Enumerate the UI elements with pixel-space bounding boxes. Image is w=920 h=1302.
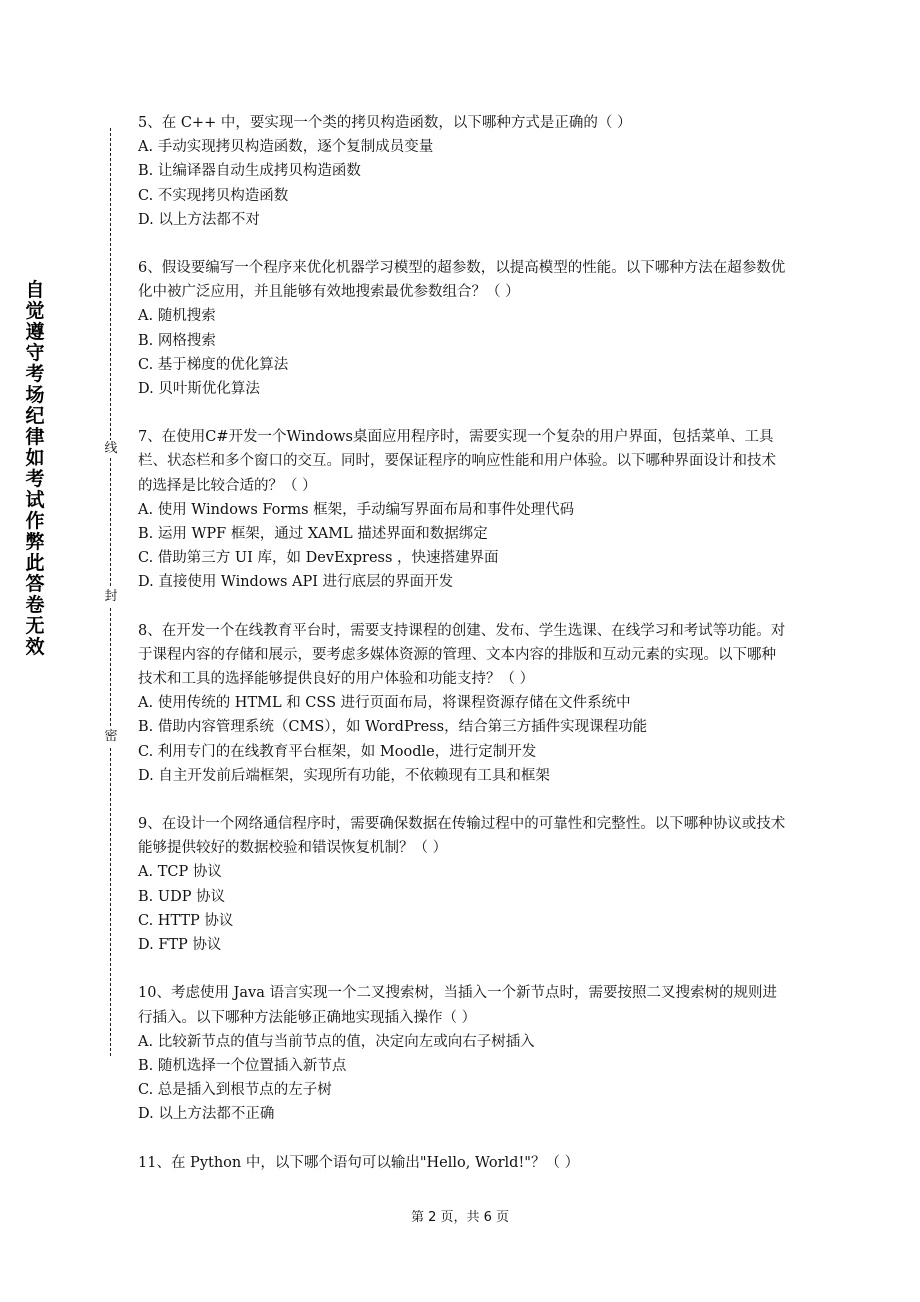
page-number: 第 2 页，共 6 页 (410, 1210, 510, 1225)
answer-option: B. 让编译器自动生成拷贝构造函数 (138, 163, 361, 180)
answer-option: A. 使用 Windows Forms 框架，手动编写界面布局和事件处理代码 (138, 501, 575, 518)
seal-mark-line: 线 (102, 440, 120, 458)
question-text: 7、在使用C#开发一个Windows桌面应用程序时，需要实现一个复杂的用户界面，包括菜单、工具栏、状态栏和多个窗口的交互。同时，要保证程序的响应性能和用户体验。以下哪种界面设计和技术的选择是比较合适的？（ ） (138, 429, 776, 494)
question-text: 6、假设要编写一个程序来优化机器学习模型的超参数，以提高模型的性能。以下哪种方法在超参数优化中被广泛应用，并且能够有效地搜索最优参数组合？（ ） (138, 260, 786, 301)
question-text: 5、在 C++ 中，要实现一个类的拷贝构造函数，以下哪种方式是正确的（ ） (138, 115, 632, 131)
question-block (138, 619, 788, 788)
answer-option: D. FTP 协议 (138, 937, 222, 954)
answer-option: D. 以上方法都不正确 (138, 1106, 275, 1123)
answer-option: A. 使用传统的 HTML 和 CSS 进行页面布局，将课程资源存储在文件系统中 (138, 695, 631, 712)
question-block (138, 111, 788, 232)
answer-option: B. 随机选择一个位置插入新节点 (138, 1057, 347, 1074)
question-block (138, 1151, 788, 1175)
answer-option: B. 运用 WPF 框架，通过 XAML 描述界面和数据绑定 (138, 526, 488, 543)
answer-option: C. HTTP 协议 (138, 912, 234, 929)
answer-option: D. 贝叶斯优化算法 (138, 381, 260, 398)
answer-option: C. 借助第三方 UI 库，如 DevExpress ，快速搭建界面 (138, 550, 499, 567)
seal-mark-secret: 密 (102, 728, 120, 746)
question-list (138, 111, 788, 1199)
answer-option: B. UDP 协议 (138, 888, 226, 905)
question-text: 8、在开发一个在线教育平台时，需要支持课程的创建、发布、学生选课、在线学习和考试等功能。对于课程内容的存储和展示，要考虑多媒体资源的管理、文本内容的排版和互动元素的实现。以下哪种技术和工具的选择能够提供良好的用户体验和功能支持？（ ） (138, 622, 786, 688)
seal-mark-seal: 封 (102, 588, 120, 606)
question-block (138, 812, 788, 957)
answer-option: A. TCP 协议 (138, 864, 222, 881)
question-block (138, 981, 788, 1126)
question-block (138, 256, 788, 401)
answer-option: B. 借助内容管理系统（CMS），如 WordPress，结合第三方插件实现课程功能 (138, 719, 648, 736)
answer-option: C. 利用专门的在线教育平台框架，如 Moodle，进行定制开发 (138, 743, 537, 760)
question-text: 11、在 Python 中，以下哪个语句可以输出"Hello, World!"？（ ） (138, 1154, 580, 1171)
answer-option: D. 自主开发前后端框架，实现所有功能，不依赖现有工具和框架 (138, 767, 550, 784)
question-block (138, 425, 788, 594)
answer-option: A. 随机搜索 (138, 308, 216, 325)
answer-option: D. 直接使用 Windows API 进行底层的界面开发 (138, 574, 454, 591)
answer-option: D. 以上方法都不对 (138, 211, 260, 228)
answer-option: C. 基于梯度的优化算法 (138, 356, 289, 373)
answer-option: C. 总是插入到根节点的左子树 (138, 1082, 332, 1099)
answer-option: A. 手动实现拷贝构造函数，逐个复制成员变量 (138, 139, 434, 156)
question-text: 9、在设计一个网络通信程序时，需要确保数据在传输过程中的可靠性和完整性。以下哪种协议或技术能够提供较好的数据校验和错误恢复机制？（ ） (138, 816, 786, 857)
exam-discipline-notice: 自觉遵守考场纪律如考试作弊此答卷无效 (25, 279, 45, 658)
question-text: 10、考虑使用 Java 语言实现一个二叉搜索树，当插入一个新节点时，需要按照二叉搜索树的规则进行插入。以下哪种方法能够正确地实现插入操作（ ） (138, 985, 777, 1026)
answer-option: B. 网格搜索 (138, 332, 216, 349)
answer-option: A. 比较新节点的值与当前节点的值，决定向左或向右子树插入 (138, 1033, 535, 1050)
answer-option: C. 不实现拷贝构造函数 (138, 187, 289, 204)
